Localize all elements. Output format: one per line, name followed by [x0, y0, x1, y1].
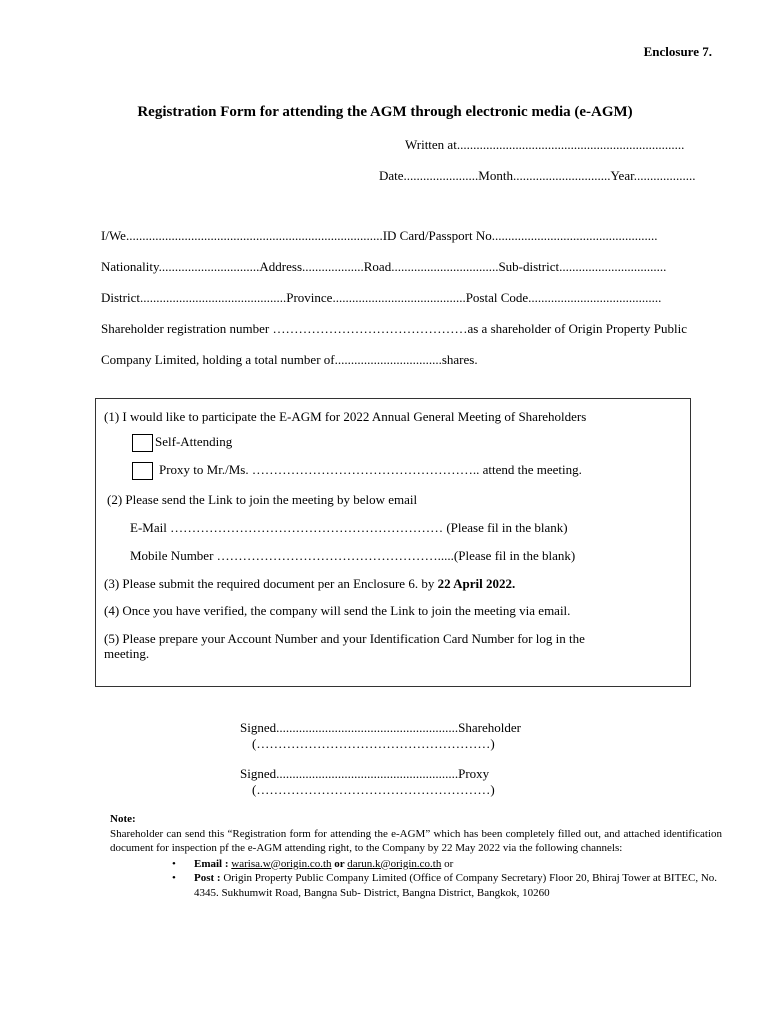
email-link-warisa[interactable]: warisa.w@origin.co.th: [231, 857, 332, 870]
shareholder-name-parentheses: (………………………………………………): [252, 736, 495, 751]
or-text-2: or: [441, 857, 454, 870]
item-5-line-2: meeting.: [104, 646, 150, 661]
item-2-send-link: (2) Please send the Link to join the meeting by below email: [107, 492, 418, 507]
note-heading: Note:: [110, 813, 136, 825]
signed-proxy-line: Signed........................................................Proxy: [240, 766, 490, 781]
shares-line: Company Limited, holding a total number of.................................shares.: [101, 352, 478, 367]
proxy-checkbox[interactable]: [132, 462, 153, 480]
item-3-deadline: 22 April 2022.: [437, 576, 516, 591]
post-label: Post :: [194, 872, 224, 884]
item-4-verification: (4) Once you have verified, the company will send the Link to join the meeting via email.: [104, 603, 571, 618]
or-text: or: [331, 857, 348, 870]
written-at-field: Written at......................................................................: [405, 137, 685, 152]
email-field: E-Mail ……………………………………………………… (Please fil in the blank): [130, 520, 568, 535]
proxy-option[interactable]: [132, 462, 582, 480]
mobile-field: Mobile Number …………………………………………….....(Please fil in the blank): [130, 548, 576, 563]
item-3-submit-document: [104, 576, 515, 592]
nationality-address-line: Nationality...............................Address...................Road.................................Sub-district.................................: [101, 259, 667, 274]
date-field: Date.......................Month..............................Year...................: [379, 168, 696, 183]
email-link-darun[interactable]: darun.k@origin.co.th: [347, 857, 442, 870]
bullet-icon: •: [172, 872, 176, 884]
self-attending-label: Self-Attending: [155, 434, 233, 449]
post-channel: [110, 871, 722, 900]
self-attending-option[interactable]: [132, 434, 232, 452]
signed-shareholder-line: Signed........................................................Shareholder: [240, 720, 521, 735]
bullet-icon: •: [172, 857, 176, 870]
item-5-line-1: (5) Please prepare your Account Number and your Identification Card Number for log in the: [104, 631, 585, 646]
proxy-label: Proxy to Mr./Ms. …………………………………………….. attend the meeting.: [159, 462, 582, 477]
item-3-text: (3) Please submit the required document per an Enclosure 6. by: [104, 576, 438, 591]
name-id-line: I/We...............................................................................ID Card/Passport No...................................................: [101, 228, 658, 243]
registration-number-line: Shareholder registration number ………………………………………as a shareholder of Origin Property Public: [101, 321, 687, 336]
post-address: Origin Property Public Company Limited (Office of Company Secretary) Floor 20, Bhiraj Tower at BITEC, No. 4345. Sukhumwit Road, Bangna Sub- District, Bangna District, Bangkok, 10260: [194, 872, 718, 899]
enclosure-label: Enclosure 7.: [643, 44, 712, 59]
district-province-line: District.............................................Province.........................................Postal Code.........................................: [101, 290, 662, 305]
item-1-participate: (1) I would like to participate the E-AGM for 2022 Annual General Meeting of Shareholders: [104, 409, 587, 424]
note-text: Shareholder can send this “Registration form for attending the e-AGM” which has been completely filled out, and attached identification document for inspection pf the e-AGM attending right, to the Company by 22 May 2022 via the following channels:: [110, 827, 722, 854]
email-label: Email :: [194, 857, 232, 870]
form-title: Registration Form for attending the AGM through electronic media (e-AGM): [137, 104, 633, 120]
self-attending-checkbox[interactable]: [132, 434, 153, 452]
email-channel: [110, 857, 722, 872]
proxy-name-parentheses: (………………………………………………): [252, 782, 495, 797]
note-section: [110, 812, 722, 900]
